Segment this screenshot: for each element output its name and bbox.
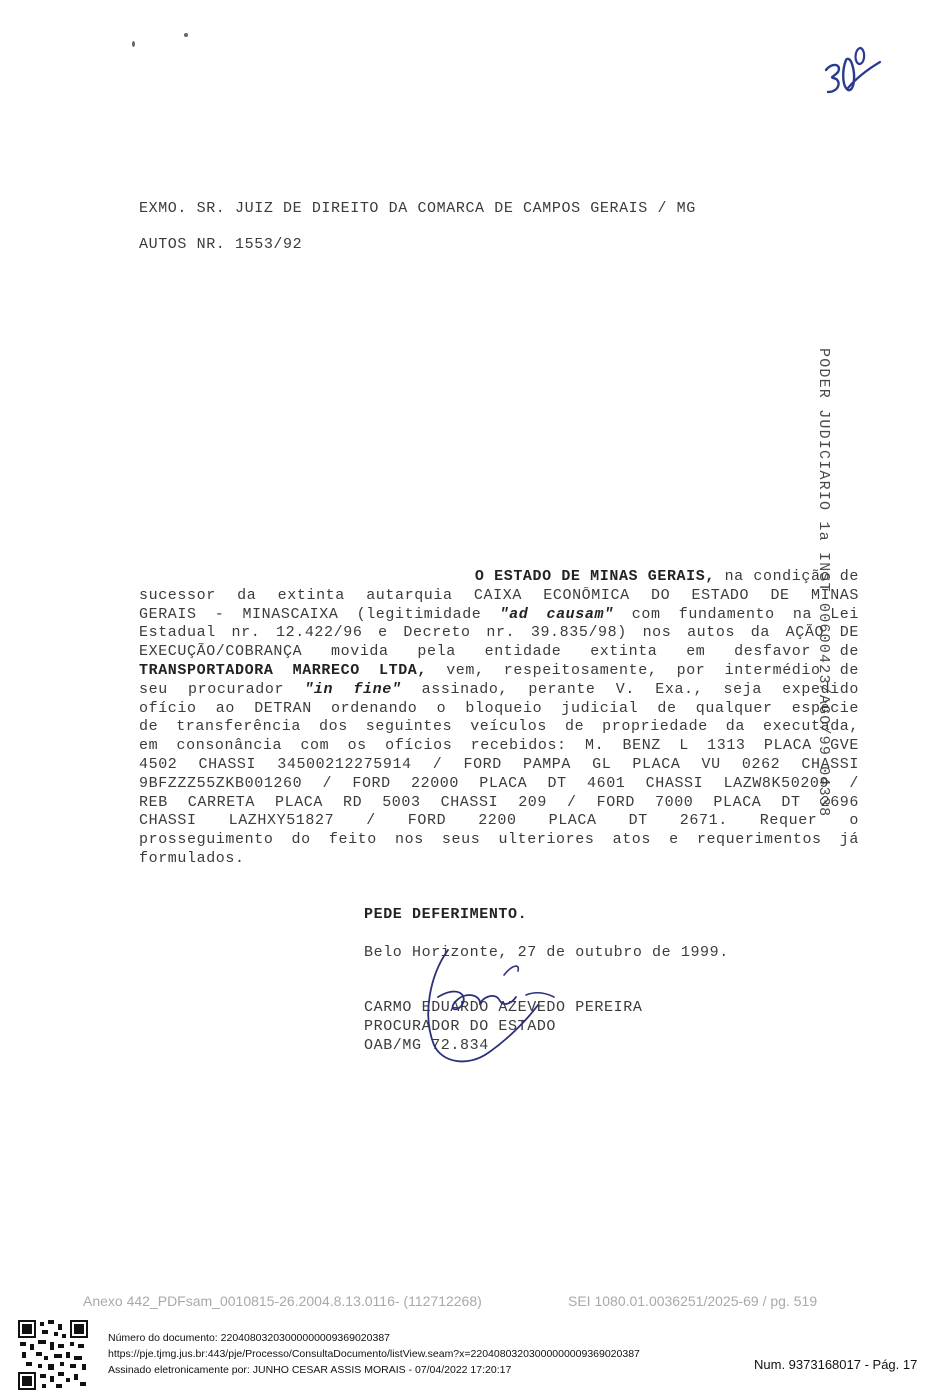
body-line bbox=[139, 568, 859, 587]
body-line: de transferência dos seguintes veículos de propriedade da executada, bbox=[139, 718, 859, 736]
signer-name: CARMO EDUARDO AZEVEDO PEREIRA bbox=[364, 999, 643, 1016]
body-line bbox=[139, 662, 859, 681]
body-line bbox=[139, 681, 859, 700]
body-line: CHASSI LAZHXY51827 / FORD 2200 PLACA DT 2671. Requer o bbox=[139, 812, 859, 830]
body-text: vem, respeitosamente, por intermédio de bbox=[427, 661, 859, 679]
addressee-line: EXMO. SR. JUIZ DE DIREITO DA COMARCA DE CAMPOS GERAIS / MG bbox=[139, 200, 696, 217]
place-date: Belo Horizonte, 27 de outubro de 1999. bbox=[364, 944, 729, 961]
body-line: 9BFZZZ55ZKB001260 / FORD 22000 PLACA DT 4601 CHASSI LAZW8K50209 / bbox=[139, 774, 859, 792]
body-text: na condição de bbox=[714, 568, 859, 585]
case-number: AUTOS NR. 1553/92 bbox=[139, 236, 303, 253]
annex-reference: Anexo 442_PDFsam_0010815-26.2004.8.13.0116- (112712268) bbox=[83, 1293, 482, 1309]
sei-reference: SEI 1080.01.0036251/2025-69 / pg. 519 bbox=[568, 1293, 818, 1309]
defendant-name: TRANSPORTADORA MARRECO LTDA, bbox=[139, 661, 428, 679]
party-name: O ESTADO DE MINAS GERAIS, bbox=[474, 568, 715, 585]
protocol-stamp: PODER JUDICIARIO 1a INST 00600423/AGO/99 04338 bbox=[815, 348, 832, 818]
scan-speck bbox=[132, 41, 135, 47]
body-line: REB CARRETA PLACA RD 5003 CHASSI 209 / FORD 7000 PLACA DT 2696 bbox=[139, 793, 859, 811]
latin-term: "ad causam" bbox=[499, 605, 614, 623]
handwritten-signature bbox=[408, 935, 558, 1070]
body-line: EXECUÇÃO/COBRANÇA movida pela entidade extinta em desfavor de bbox=[139, 643, 859, 661]
body-line bbox=[139, 606, 859, 625]
body-line: 4502 CHASSI 34500212275914 / FORD PAMPA GL PLACA VU 0262 CHASSI bbox=[139, 755, 859, 773]
signer-oab: OAB/MG 72.834 bbox=[364, 1037, 489, 1054]
page-number: Num. 9373168017 - Pág. 17 bbox=[754, 1357, 918, 1372]
document-url[interactable]: https://pje.tjmg.jus.br:443/pje/Processo/ConsultaDocumento/listView.seam?x=22040803203000000009369020387 bbox=[108, 1348, 640, 1360]
body-line: prosseguimento do feito nos seus ulteriores atos e requerimentos já bbox=[139, 831, 859, 849]
request-line: PEDE DEFERIMENTO. bbox=[364, 906, 528, 923]
signer-title: PROCURADOR DO ESTADO bbox=[364, 1018, 557, 1035]
latin-term: "in fine" bbox=[304, 680, 402, 698]
petition-body bbox=[139, 568, 859, 869]
document-number: Número do documento: 22040803203000000009369020387 bbox=[108, 1332, 390, 1344]
body-text: GERAIS - MINASCAIXA (legitimidade bbox=[139, 605, 500, 623]
body-text: com fundamento na Lei bbox=[613, 605, 859, 623]
body-line: sucessor da extinta autarquia CAIXA ECONÔMICA DO ESTADO DE MINAS bbox=[139, 586, 859, 604]
body-text: assinado, perante V. Exa., seja expedido bbox=[401, 680, 859, 698]
body-line: ofício ao DETRAN ordenando o bloqueio judicial de qualquer espécie bbox=[139, 699, 859, 717]
body-line: em consonância com os ofícios recebidos: M. BENZ L 1313 PLACA GVE bbox=[139, 737, 859, 755]
body-line: Estadual nr. 12.422/96 e Decreto nr. 39.835/98) nos autos da AÇÃO DE bbox=[139, 624, 859, 642]
qr-code bbox=[18, 1320, 88, 1390]
scan-speck bbox=[184, 33, 188, 37]
signed-by: Assinado eletronicamente por: JUNHO CESAR ASSIS MORAIS - 07/04/2022 17:20:17 bbox=[108, 1364, 512, 1376]
body-line: formulados. bbox=[139, 849, 245, 867]
handwritten-page-number bbox=[818, 40, 888, 110]
body-text: seu procurador bbox=[139, 680, 305, 698]
